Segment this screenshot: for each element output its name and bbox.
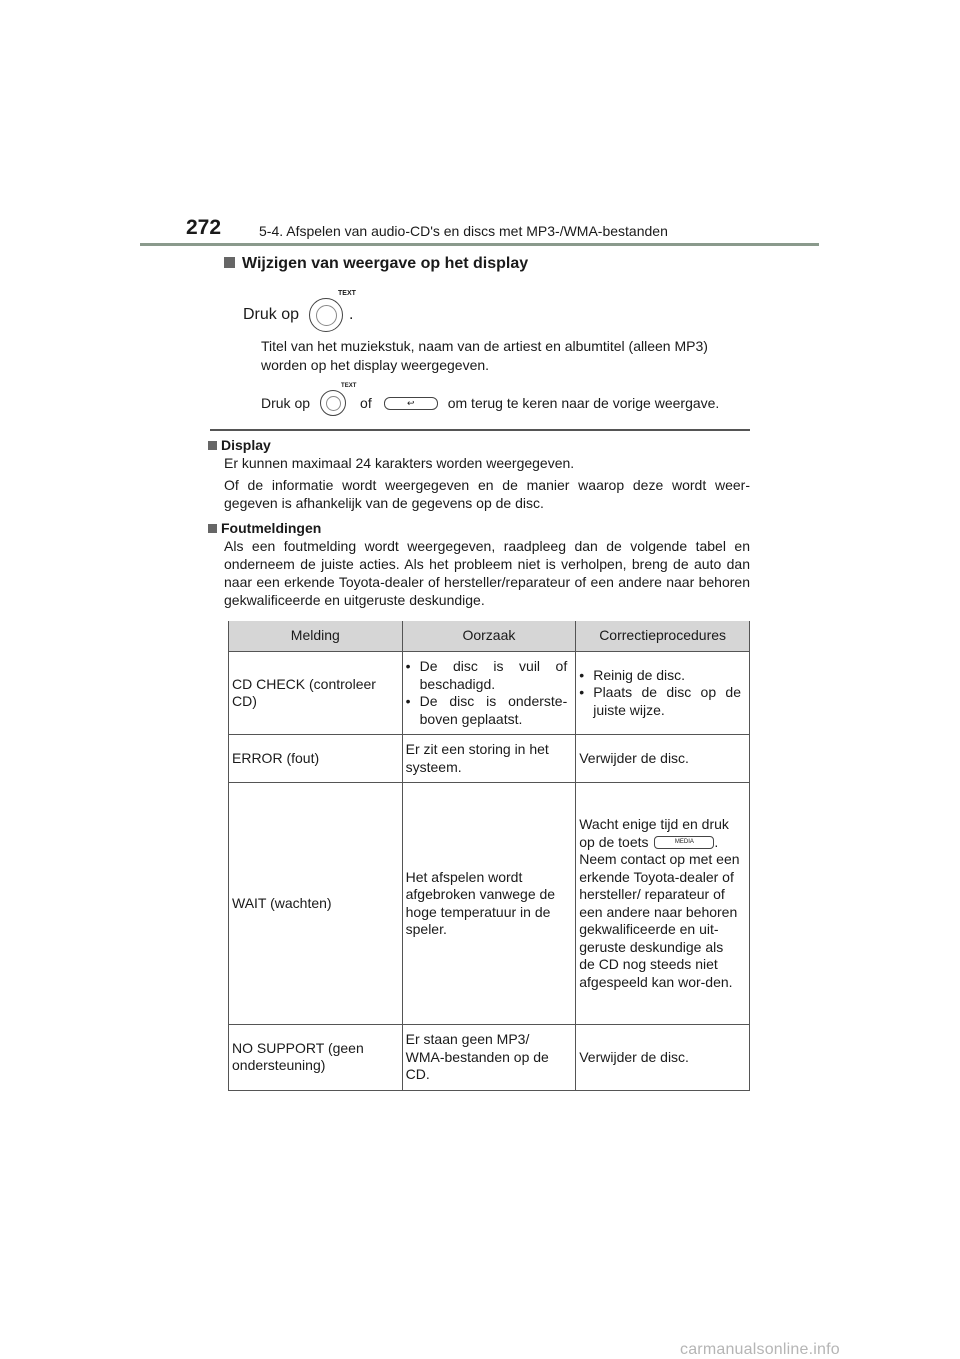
step-instruction (243, 290, 356, 332)
display-change-heading-text: Wijzigen van weergave op het display (242, 255, 529, 272)
display-note-heading (208, 436, 750, 454)
header-divider (140, 243, 819, 246)
errors-note (208, 519, 750, 609)
table-row (229, 735, 750, 783)
cause-cell: Het afspelen wordt afgebroken vanwege de hoge temperatuur in de speler. (402, 783, 576, 1025)
column-header-message: Melding (229, 621, 403, 652)
back-suffix: om terug te keren naar de vorige weergave. (447, 395, 720, 411)
cause-cell: Er staan geen MP3/ WMA-bestanden op de CD. (402, 1025, 576, 1091)
display-note-heading-text: Display (221, 437, 271, 453)
fix-text-b: Neem contact op met een erkende Toyota-dealer of hersteller/ reparateur of een andere naar behoren gekwalificeerde en uit-geruste deskundige als de CD nog steeds niet afgespeeld kan wor-den. (579, 851, 740, 990)
fix-text-a-end: . (714, 833, 719, 850)
back-button-icon: ↩ (384, 397, 438, 410)
square-bullet-icon (208, 441, 217, 450)
step-suffix: . (349, 306, 354, 323)
message-cell: WAIT (wachten) (229, 783, 403, 1025)
fix-text-a: Wacht enige tijd en druk op de toets (579, 816, 729, 850)
square-bullet-icon (208, 524, 217, 533)
display-note-p2: Of de informatie wordt weergegeven en de manier waarop deze wordt weer-gegeven is afhankelijk van de gegevens op de disc. (224, 477, 750, 511)
table-row (229, 783, 750, 1025)
errors-note-p1: Als een foutmelding wordt weergegeven, raadpleeg dan de volgende tabel en onderneem de juiste acties. Als het probleem niet is verholpen, breng de auto dan naar een erkende Toyota-dealer of hersteller/reparateur of een andere naar behoren gekwalificeerde en uitgeruste deskundige. (224, 538, 750, 608)
knob-small-label: TEXT (341, 383, 357, 389)
display-note (208, 436, 750, 512)
section-divider (210, 429, 750, 431)
page-number: 272 (186, 216, 222, 239)
media-button-icon: MEDIA (654, 836, 714, 849)
back-or: of (360, 395, 372, 411)
message-cell: ERROR (fout) (229, 735, 403, 783)
list-item: • Reinig de disc. (579, 666, 686, 683)
fix-item: Reinig de disc. (593, 666, 686, 683)
cause-item: De disc is onderste-boven geplaatst. (419, 693, 568, 727)
table-row (229, 652, 750, 735)
watermark: carmanualsonline.info (680, 1341, 840, 1358)
column-header-cause: Oorzaak (402, 621, 576, 652)
square-bullet-icon (224, 257, 235, 268)
fix-cell (576, 783, 750, 1025)
cause-cell (402, 652, 576, 735)
cause-item: De disc is vuil of beschadigd. (419, 658, 568, 692)
list-item: • De disc is onderste-boven geplaatst. (405, 693, 568, 727)
knob-label: TEXT (338, 290, 356, 297)
message-cell: CD CHECK (controleer CD) (229, 652, 403, 735)
table-row (229, 1025, 750, 1091)
column-header-fix: Correctieprocedures (576, 621, 750, 652)
display-note-p1: Er kunnen maximaal 24 karakters worden weergegeven. (224, 455, 575, 471)
fix-cell: Verwijder de disc. (576, 735, 750, 783)
step-prefix: Druk op (243, 306, 300, 323)
message-cell: NO SUPPORT (geen ondersteuning) (229, 1025, 403, 1091)
step-result: Titel van het muziekstuk, naam van de artiest en albumtitel (alleen MP3) worden op het display weergegeven. (261, 338, 708, 373)
error-messages-table (228, 621, 750, 1091)
back-prefix: Druk op (261, 395, 311, 411)
fix-cell: Verwijder de disc. (576, 1025, 750, 1091)
text-knob-icon (309, 290, 356, 332)
table-header-row (229, 621, 750, 652)
fix-item: Plaats de disc op de juiste wijze. (593, 684, 741, 718)
cause-cell: Er zit een storing in het systeem. (402, 735, 576, 783)
section-title: 5-4. Afspelen van audio-CD's en discs met MP3-/WMA-bestanden (259, 223, 668, 239)
list-item: • Plaats de disc op de juiste wijze. (579, 684, 741, 718)
text-knob-small-icon (320, 383, 357, 416)
display-change-heading (224, 255, 528, 273)
fix-cell (576, 652, 750, 735)
errors-note-heading (208, 519, 750, 537)
list-item: • De disc is vuil of beschadigd. (405, 658, 568, 692)
errors-note-heading-text: Foutmeldingen (221, 520, 322, 536)
back-instruction (261, 383, 720, 416)
